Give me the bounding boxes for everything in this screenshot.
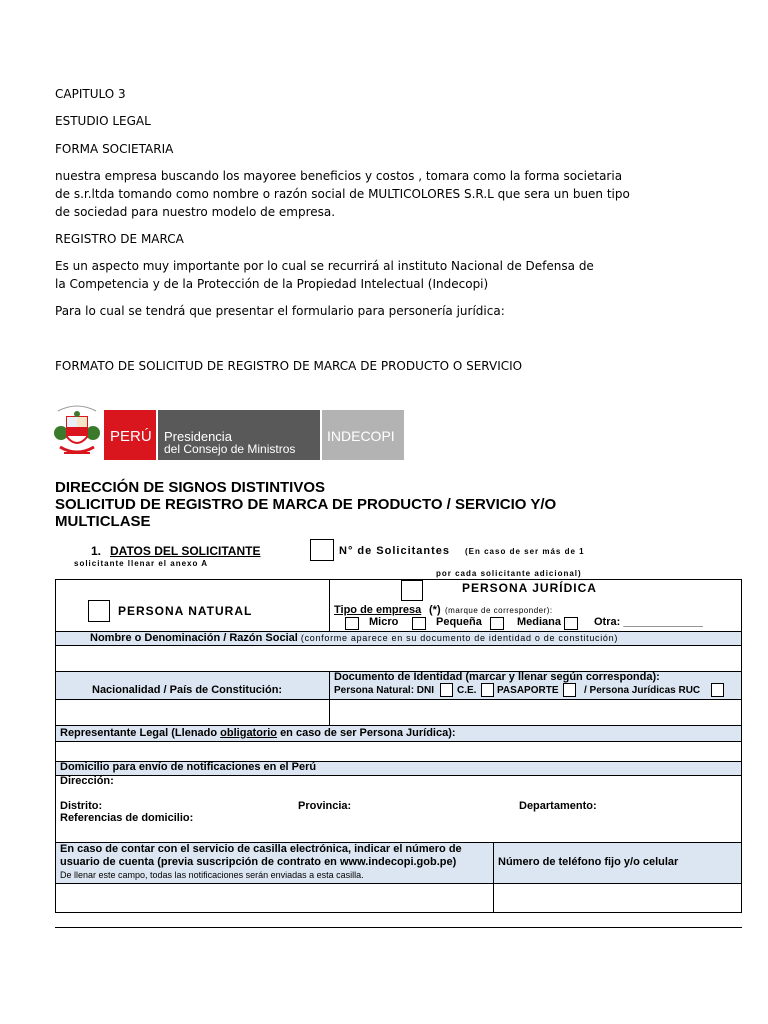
casilla-line2: usuario de cuenta (previa suscripción de contrato en www.indecopi.gob.pe) <box>60 856 457 868</box>
page-bottom-rule <box>55 927 742 928</box>
nombre-label: Nombre o Denominación / Razón Social <box>90 632 298 644</box>
casilla-note: De llenar este campo, todas las notificaciones serán enviadas a esta casilla. <box>60 870 364 880</box>
distrito-label: Distrito: <box>60 800 103 812</box>
representante-note-pre: (Llenado <box>171 727 218 739</box>
nombre-note: (conforme aparece en su documento de identidad o de constitución) <box>300 633 619 643</box>
direccion-label: Dirección: <box>60 775 114 787</box>
trademark-paragraph: Es un aspecto muy importante por lo cual se recurrirá al instituto Nacional de Defensa de la Competencia y de la Protección de la Propiedad Intelectual (Indecopi) <box>55 259 594 291</box>
section1-title: DATOS DEL SOLICITANTE <box>110 544 261 558</box>
representante-input[interactable] <box>56 742 741 761</box>
size-mediana-label: Mediana <box>517 616 562 628</box>
subsection-company-heading: FORMA SOCIETARIA <box>55 142 174 156</box>
pcm-logo: Presidencia del Consejo de Ministros <box>158 410 320 460</box>
casilla-line1: En caso de contar con el servicio de casilla electrónica, indicar el número de <box>60 843 462 855</box>
telefono-label: Número de teléfono fijo y/o celular <box>498 856 679 868</box>
solicitantes-count-box[interactable] <box>310 539 334 561</box>
form-title-line2: SOLICITUD DE REGISTRO DE MARCA DE PRODUCTO / SERVICIO Y/O <box>55 496 557 513</box>
size-otra-checkbox[interactable] <box>564 617 578 630</box>
nacionalidad-label: Nacionalidad / País de Constitución: <box>92 684 283 696</box>
persona-natural-checkbox[interactable] <box>88 600 110 622</box>
doc-juridica-label: / Persona Jurídicas RUC <box>584 685 701 696</box>
solicitantes-note-additional: por cada solicitante adicional) <box>436 569 582 578</box>
solicitantes-label: N° de Solicitantes <box>339 545 451 557</box>
form-title-line1: DIRECCIÓN DE SIGNOS DISTINTIVOS <box>55 479 326 496</box>
casilla-input[interactable] <box>56 884 493 912</box>
section-heading: ESTUDIO LEGAL <box>55 114 151 128</box>
coat-of-arms-logo <box>52 403 102 463</box>
peru-logo: PERÚ <box>104 410 156 460</box>
representante-note-obligatorio: obligatorio <box>220 727 277 739</box>
solicitantes-note: (En caso de ser más de 1 <box>465 547 585 556</box>
persona-natural-label: PERSONA NATURAL <box>118 604 253 618</box>
doc-ruc-checkbox[interactable] <box>711 683 724 697</box>
size-otra-label: Otra: _____________ <box>594 616 703 628</box>
representante-label: Representante Legal <box>60 727 169 739</box>
section1-number: 1. <box>91 544 102 558</box>
doc-pasaporte-label: PASAPORTE <box>497 685 559 696</box>
domicilio-label: Domicilio para envío de notificaciones en el Perú <box>60 761 317 773</box>
company-paragraph: nuestra empresa buscando los mayoree beneficios y costos , tomara como la forma societaria de s.r.ltda tomando como nombre o razón social de MULTICOLORES S.R.L que sera un buen tipo de sociedad para nuestro modelo de empresa. <box>55 169 630 219</box>
representante-note-post: en caso de ser Persona Jurídica): <box>280 727 456 739</box>
doc-natural-label: Persona Natural: DNI <box>334 685 435 696</box>
subsection-trademark-heading: REGISTRO DE MARCA <box>55 232 184 246</box>
size-pequena-label: Pequeña <box>436 616 482 628</box>
documento-input[interactable] <box>330 700 741 725</box>
size-micro-checkbox[interactable] <box>345 617 359 630</box>
representante-label-row <box>60 727 456 739</box>
indecopi-logo: INDECOPI <box>322 410 404 460</box>
size-pequena-checkbox[interactable] <box>412 617 426 630</box>
size-micro-label: Micro <box>369 616 399 628</box>
departamento-label: Departamento: <box>519 800 597 812</box>
nombre-label-row <box>90 632 618 644</box>
provincia-label: Provincia: <box>298 800 352 812</box>
tipo-empresa-label: Tipo de empresa <box>334 604 422 616</box>
doc-ce-checkbox[interactable] <box>481 683 494 697</box>
solicitantes-note-annex: solicitante llenar el anexo A <box>74 559 209 568</box>
referencias-label: Referencias de domicilio: <box>60 812 194 824</box>
doc-pasaporte-checkbox[interactable] <box>563 683 576 697</box>
nacionalidad-input[interactable] <box>56 700 329 725</box>
tipo-empresa-note: (marque de corresponder): <box>445 606 553 615</box>
telefono-input[interactable] <box>494 884 741 912</box>
persona-juridica-checkbox[interactable] <box>401 580 423 601</box>
documento-label: Documento de Identidad (marcar y llenar según corresponda): <box>334 671 660 683</box>
persona-juridica-label: PERSONA JURÍDICA <box>462 581 597 595</box>
tipo-empresa-mark: (*) <box>429 604 441 616</box>
size-mediana-checkbox[interactable] <box>490 617 504 630</box>
form-intro: Para lo cual se tendrá que presentar el formulario para personería jurídica: <box>55 304 505 318</box>
doc-ce-label: C.E. <box>457 685 477 696</box>
nombre-input[interactable] <box>56 646 741 671</box>
doc-dni-checkbox[interactable] <box>440 683 453 697</box>
form-heading: FORMATO DE SOLICITUD DE REGISTRO DE MARCA DE PRODUCTO O SERVICIO <box>55 359 523 373</box>
form-title-line3: MULTICLASE <box>55 513 151 530</box>
chapter-heading: CAPITULO 3 <box>55 87 126 101</box>
